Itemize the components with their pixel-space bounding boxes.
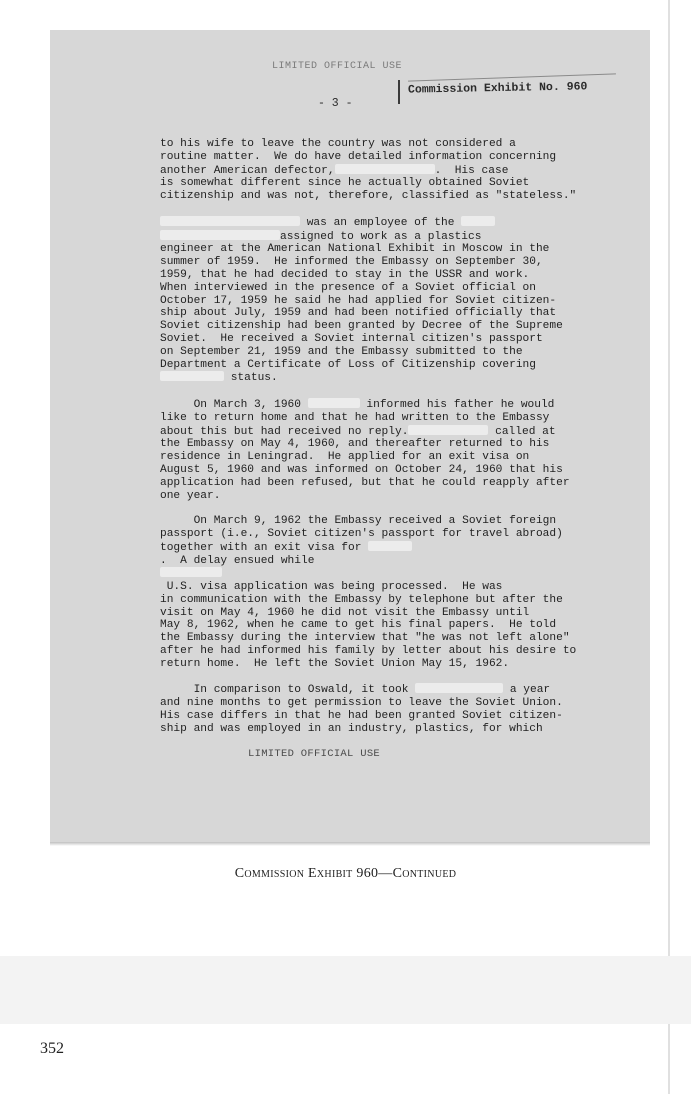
- text-line: [160, 619, 560, 632]
- redaction-mark: [408, 425, 488, 435]
- text-segment: status.: [224, 372, 278, 385]
- text-line: [160, 683, 560, 697]
- text-line: [160, 490, 560, 503]
- page-number: - 3 -: [318, 97, 353, 110]
- redaction-mark: [415, 683, 503, 693]
- text-segment: one year.: [160, 489, 221, 502]
- text-line: [160, 438, 560, 451]
- text-segment: is somewhat different since he actually obtained Soviet: [160, 177, 530, 190]
- text-line: [160, 723, 560, 736]
- text-line: [160, 463, 563, 477]
- redaction-mark: [160, 216, 300, 226]
- footer-classification-marking: LIMITED OFFICIAL USE: [248, 748, 381, 760]
- text-segment: citizenship and was not, therefore, classified as "stateless.": [160, 190, 577, 203]
- text-segment: assigned to work as a plastics: [280, 230, 482, 243]
- text-segment: after he had informed his family by letter about his desire to: [160, 645, 577, 658]
- text-segment: engineer at the American National Exhibit in Moscow in the: [160, 243, 550, 256]
- text-line: [160, 346, 560, 359]
- text-segment: Soviet. He received a Soviet internal citizen's passport: [160, 332, 543, 345]
- redaction-mark: [160, 371, 224, 381]
- text-segment: to his wife to leave the country was not considered a: [160, 138, 516, 150]
- text-line: [160, 658, 560, 671]
- exhibit-stamp: [398, 72, 620, 108]
- text-segment: application had been refused, but that he could reapply after: [160, 476, 570, 489]
- memo-paragraph: [160, 138, 577, 203]
- text-line: [160, 451, 560, 464]
- text-segment: the Embassy during the interview that "he was not left alone": [160, 632, 570, 645]
- text-line: [160, 151, 560, 164]
- text-segment: like to return home and that he had written to the Embassy: [160, 411, 550, 424]
- memo-paragraph: [160, 683, 563, 735]
- page-folio: 352: [40, 1040, 64, 1057]
- text-segment: was an employee of the: [300, 216, 462, 229]
- text-segment: May 8, 1962, when he came to get his final papers. He told: [160, 619, 557, 632]
- text-line: [160, 177, 560, 190]
- text-line: [160, 632, 570, 645]
- scan-edge-shadow: [668, 0, 670, 1094]
- text-segment: U.S. visa application was being processed. He was: [160, 581, 503, 594]
- text-segment: residence in Leningrad. He applied for an exit visa on: [160, 451, 530, 464]
- text-segment: the Embassy on May 4, 1960, and thereafter returned to his: [160, 438, 550, 451]
- text-segment: August 5, 1960 and was informed on October 24, 1960 that his: [160, 463, 563, 476]
- text-line: [160, 645, 577, 658]
- text-segment: Department a Certificate of Loss of Citizenship covering: [160, 358, 536, 371]
- text-line: [160, 593, 563, 607]
- text-line: [160, 333, 560, 346]
- text-segment: . A delay ensued while: [160, 554, 315, 567]
- redaction-mark: [335, 164, 435, 174]
- text-line: [160, 371, 560, 385]
- text-line: [160, 138, 560, 151]
- text-segment: a year: [503, 684, 551, 697]
- header-classification-marking: LIMITED OFFICIAL USE: [272, 61, 403, 72]
- text-line: [160, 607, 560, 620]
- text-segment: ship and was employed in an industry, plastics, for which: [160, 722, 543, 735]
- text-line: [160, 359, 560, 372]
- text-segment: on September 21, 1959 and the Embassy submitted to the: [160, 345, 523, 358]
- text-segment: 1959, that he had decided to stay in the USSR and work.: [160, 268, 530, 281]
- text-segment: . His case: [434, 164, 509, 177]
- text-segment: called at: [488, 425, 556, 438]
- memo-paragraph: [160, 515, 577, 671]
- text-segment: Soviet citizenship had been granted by Decree of the Supreme: [160, 320, 563, 333]
- text-line: [160, 515, 560, 528]
- text-line: [160, 527, 563, 541]
- text-segment: routine matter. We do have detailed information concerning: [160, 150, 557, 163]
- text-segment: In comparison to Oswald, it took: [160, 684, 416, 697]
- redaction-mark: [368, 541, 412, 551]
- text-segment: about this but had received no reply.: [160, 425, 409, 438]
- text-line: [160, 710, 563, 723]
- text-line: [160, 295, 560, 308]
- text-segment: passport (i.e., Soviet citizen's passport for travel abroad): [160, 527, 563, 540]
- text-segment: another American defector,: [160, 164, 335, 177]
- text-segment: visit on May 4, 1960 he did not visit the Embassy until: [160, 606, 530, 619]
- text-segment: summer of 1959. He informed the Embassy on September 30,: [160, 256, 543, 269]
- text-line: [160, 541, 560, 568]
- redaction-mark: [308, 398, 360, 408]
- text-line: [160, 230, 560, 244]
- text-line: [160, 425, 560, 439]
- memo-paragraph: [160, 398, 570, 502]
- text-segment: On March 9, 1962 the Embassy received a Soviet foreign: [160, 515, 557, 528]
- text-segment: October 17, 1959 he said he had applied for Soviet citizen-: [160, 294, 557, 307]
- redaction-mark: [160, 230, 280, 240]
- text-segment: On March 3, 1960: [160, 398, 308, 411]
- text-line: [160, 256, 560, 269]
- text-line: [160, 412, 560, 425]
- text-segment: informed his father he would: [359, 398, 555, 411]
- text-segment: ship about July, 1959 and had been notified officially that: [160, 307, 557, 320]
- memo-paragraph: [160, 216, 563, 385]
- text-segment: His case differs in that he had been granted Soviet citizen-: [160, 710, 563, 723]
- text-line: [160, 269, 560, 282]
- lower-scan-band: [0, 956, 691, 1024]
- text-line: [160, 476, 570, 490]
- text-line: [160, 243, 560, 256]
- text-line: [160, 216, 560, 230]
- stamp-bracket: [398, 80, 400, 104]
- memo-body: [160, 138, 577, 748]
- text-segment: and nine months to get permission to leave the Soviet Union.: [160, 697, 563, 710]
- text-segment: together with an exit visa for: [160, 541, 369, 554]
- redaction-mark: [160, 567, 222, 577]
- text-line: [160, 398, 560, 412]
- scan-bottom-edge: [50, 842, 650, 846]
- text-line: [160, 567, 560, 594]
- redaction-mark: [461, 216, 495, 226]
- exhibit-caption: Commission Exhibit 960—Continued: [234, 866, 457, 881]
- text-segment: When interviewed in the presence of a Soviet official on: [160, 281, 536, 294]
- text-segment: in communication with the Embassy by telephone but after the: [160, 593, 563, 606]
- text-line: [160, 697, 563, 710]
- text-line: [160, 320, 563, 333]
- text-line: [160, 164, 560, 178]
- text-segment: return home. He left the Soviet Union May 15, 1962.: [160, 657, 510, 670]
- exhibit-stamp-text: Commission Exhibit No. 960: [407, 80, 588, 97]
- text-line: [160, 282, 560, 295]
- text-line: [160, 190, 577, 203]
- text-line: [160, 307, 560, 320]
